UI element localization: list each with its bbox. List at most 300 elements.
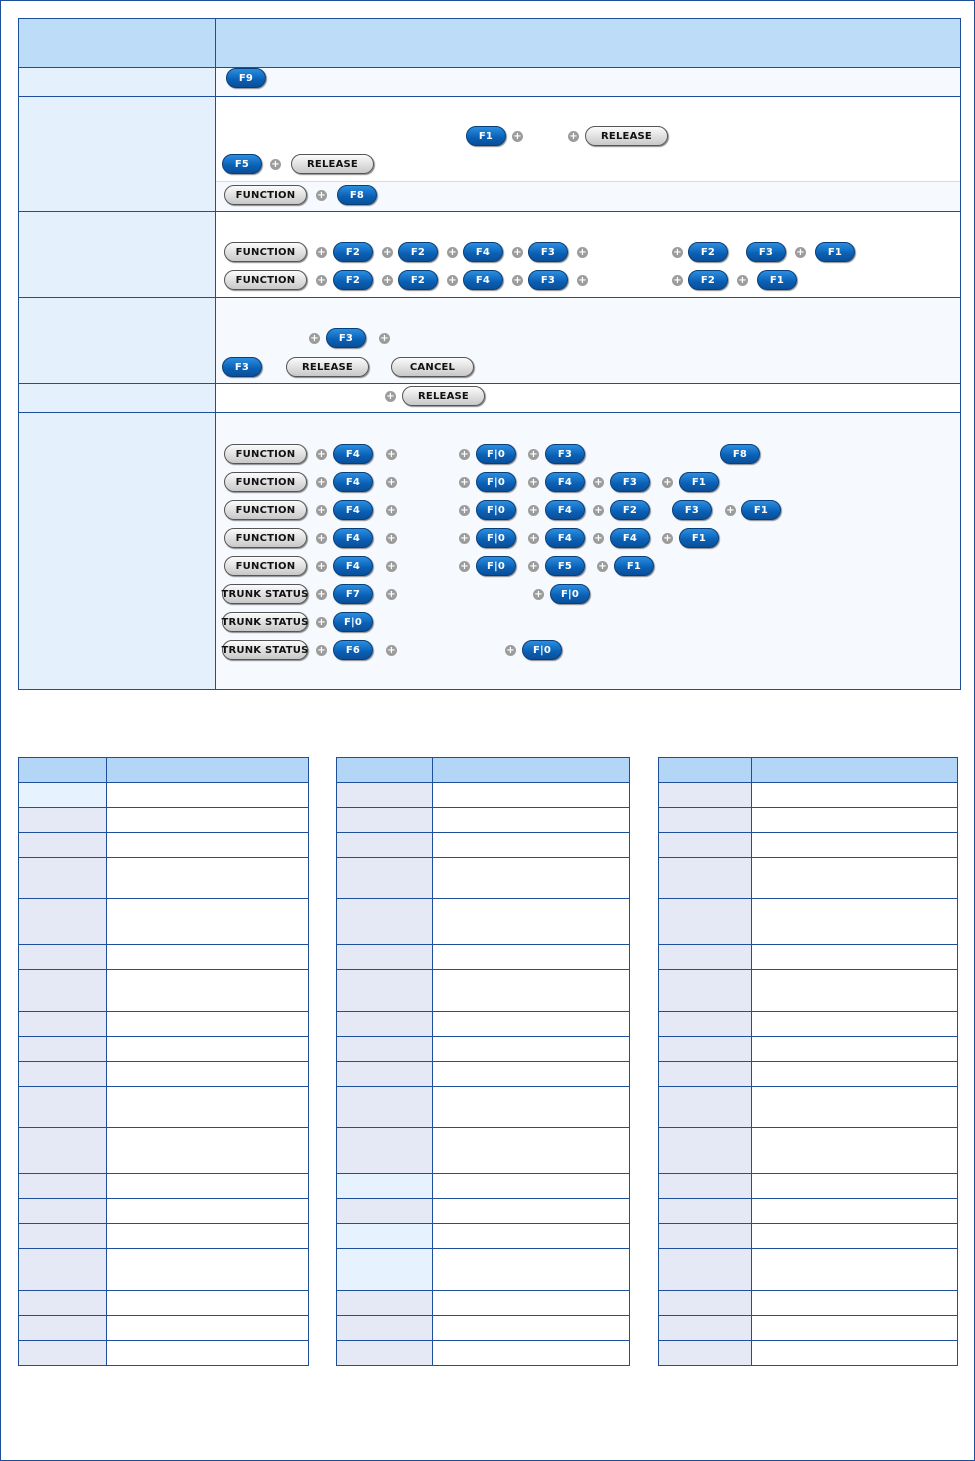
- row-6-content-cell: [216, 413, 960, 690]
- table-row: [659, 1036, 957, 1061]
- table-row: [337, 1248, 629, 1290]
- table-row: [337, 782, 629, 807]
- table-label-cell: [337, 833, 433, 857]
- key-f1: F1: [757, 270, 797, 290]
- table-label-cell: [337, 1224, 433, 1248]
- plus-icon: +: [529, 561, 538, 572]
- key-f2: F2: [688, 270, 728, 290]
- key-release: RELEASE: [585, 126, 668, 146]
- table-value-cell: [433, 1341, 629, 1365]
- key-trunk-status: TRUNK STATUS: [222, 584, 308, 604]
- key-f0: F|0: [476, 444, 516, 464]
- table-label-cell: [659, 1199, 752, 1223]
- plus-icon: +: [317, 589, 326, 600]
- plus-icon: +: [460, 477, 469, 488]
- table-value-cell: [752, 758, 957, 782]
- plus-icon: +: [317, 617, 326, 628]
- key-function: FUNCTION: [224, 270, 307, 290]
- table-label-cell: [659, 1128, 752, 1173]
- plus-icon: +: [387, 589, 396, 600]
- row-1-content-cell: [216, 68, 960, 96]
- sub-row-divider: [216, 181, 960, 182]
- table-value-cell: [433, 1062, 629, 1086]
- row-3-label-cell: [19, 212, 215, 297]
- table-row: [337, 1127, 629, 1173]
- table-value-cell: [752, 945, 957, 969]
- row-5-content-cell: [216, 384, 960, 412]
- table-row: [19, 898, 308, 944]
- key-f9: F9: [226, 68, 266, 88]
- table-label-cell: [659, 758, 752, 782]
- table-label-cell: [19, 1316, 107, 1340]
- table-row: [337, 1290, 629, 1315]
- key-f3: F3: [610, 472, 650, 492]
- plus-icon: +: [317, 645, 326, 656]
- key-cancel: CANCEL: [391, 357, 474, 377]
- key-f5: F5: [222, 154, 262, 174]
- table-row: [659, 1340, 957, 1365]
- table-row: [659, 807, 957, 832]
- table-label-cell: [659, 970, 752, 1011]
- table-row: [337, 1061, 629, 1086]
- key-f0: F|0: [333, 612, 373, 632]
- table-value-cell: [433, 783, 629, 807]
- table-row: [19, 782, 308, 807]
- table-label-cell: [19, 1062, 107, 1086]
- table-label-cell: [337, 1037, 433, 1061]
- table-row: [659, 1248, 957, 1290]
- reference-table-3: [658, 757, 958, 1366]
- plus-icon: +: [529, 477, 538, 488]
- table-value-cell: [752, 1291, 957, 1315]
- plus-icon: +: [387, 645, 396, 656]
- table-label-cell: [659, 833, 752, 857]
- table-row: [19, 1290, 308, 1315]
- table-label-cell: [19, 833, 107, 857]
- row-1-label-cell: [19, 68, 215, 96]
- key-f4: F4: [333, 500, 373, 520]
- table-label-cell: [659, 1291, 752, 1315]
- table-value-cell: [752, 1224, 957, 1248]
- key-f0: F|0: [476, 472, 516, 492]
- table-label-cell: [337, 970, 433, 1011]
- table-row: [19, 832, 308, 857]
- table-label-cell: [337, 858, 433, 898]
- table-label-cell: [659, 783, 752, 807]
- plus-icon: +: [673, 275, 682, 286]
- key-f4: F4: [610, 528, 650, 548]
- table-label-cell: [337, 945, 433, 969]
- table-value-cell: [752, 970, 957, 1011]
- plus-icon: +: [663, 477, 672, 488]
- plus-icon: +: [796, 247, 805, 258]
- plus-icon: +: [387, 561, 396, 572]
- header-content-cell: [216, 19, 960, 67]
- row-2-label-cell: [19, 97, 215, 211]
- key-f4: F4: [545, 528, 585, 548]
- key-f4: F4: [545, 500, 585, 520]
- plus-icon: +: [513, 247, 522, 258]
- table-value-cell: [433, 945, 629, 969]
- table-value-cell: [433, 808, 629, 832]
- table-value-cell: [107, 1087, 308, 1127]
- row-4-label-cell: [19, 298, 215, 383]
- key-f3: F3: [326, 328, 366, 348]
- table-value-cell: [433, 1249, 629, 1290]
- table-label-cell: [659, 1341, 752, 1365]
- key-function: FUNCTION: [224, 242, 307, 262]
- table-value-cell: [107, 899, 308, 944]
- key-f3: F3: [222, 357, 262, 377]
- plus-icon: +: [460, 561, 469, 572]
- table-row: [659, 1198, 957, 1223]
- table-value-cell: [433, 970, 629, 1011]
- row-5-label-cell: [19, 384, 215, 412]
- table-row: [659, 1127, 957, 1173]
- plus-icon: +: [387, 505, 396, 516]
- table-row: [337, 969, 629, 1011]
- plus-icon: +: [387, 477, 396, 488]
- plus-icon: +: [448, 275, 457, 286]
- table-row: [19, 969, 308, 1011]
- key-f0: F|0: [550, 584, 590, 604]
- plus-icon: +: [534, 589, 543, 600]
- table-label-cell: [337, 1087, 433, 1127]
- table-row: [337, 1036, 629, 1061]
- table-value-cell: [433, 833, 629, 857]
- table-value-cell: [752, 899, 957, 944]
- table-row: [19, 1061, 308, 1086]
- table-value-cell: [752, 1128, 957, 1173]
- table-value-cell: [752, 783, 957, 807]
- table-row: [19, 1036, 308, 1061]
- table-label-cell: [659, 1316, 752, 1340]
- key-trunk-status: TRUNK STATUS: [222, 612, 308, 632]
- table-row: [337, 1223, 629, 1248]
- plus-icon: +: [387, 533, 396, 544]
- table-header-row: [659, 758, 957, 782]
- table-value-cell: [433, 1037, 629, 1061]
- table-label-cell: [337, 758, 433, 782]
- key-f2: F2: [398, 242, 438, 262]
- table-value-cell: [752, 1062, 957, 1086]
- key-f7: F7: [333, 584, 373, 604]
- key-f4: F4: [463, 242, 503, 262]
- table-row: [19, 1223, 308, 1248]
- table-value-cell: [107, 1128, 308, 1173]
- table-label-cell: [19, 1012, 107, 1036]
- table-value-cell: [433, 1291, 629, 1315]
- table-value-cell: [107, 858, 308, 898]
- table-value-cell: [107, 1062, 308, 1086]
- table-value-cell: [433, 758, 629, 782]
- table-label-cell: [337, 1249, 433, 1290]
- table-label-cell: [337, 1341, 433, 1365]
- table-value-cell: [107, 1174, 308, 1198]
- table-row: [659, 969, 957, 1011]
- plus-icon: +: [529, 505, 538, 516]
- key-f1: F1: [679, 528, 719, 548]
- row-divider: [19, 96, 960, 97]
- plus-icon: +: [317, 247, 326, 258]
- key-f2: F2: [333, 270, 373, 290]
- table-row: [337, 898, 629, 944]
- row-divider: [19, 67, 960, 68]
- table-header-row: [337, 758, 629, 782]
- table-label-cell: [19, 858, 107, 898]
- plus-icon: +: [460, 449, 469, 460]
- plus-icon: +: [317, 561, 326, 572]
- plus-icon: +: [594, 533, 603, 544]
- table-row: [659, 1290, 957, 1315]
- table-row: [659, 1223, 957, 1248]
- key-release: RELEASE: [402, 386, 485, 406]
- key-f8: F8: [337, 185, 377, 205]
- reference-table-1: [18, 757, 309, 1366]
- key-release: RELEASE: [291, 154, 374, 174]
- table-value-cell: [433, 1174, 629, 1198]
- table-row: [659, 782, 957, 807]
- plus-icon: +: [460, 533, 469, 544]
- table-label-cell: [337, 783, 433, 807]
- table-label-cell: [19, 1224, 107, 1248]
- key-f4: F4: [333, 528, 373, 548]
- row-6-label-cell: [19, 413, 215, 690]
- plus-icon: +: [663, 533, 672, 544]
- key-f6: F6: [333, 640, 373, 660]
- table-label-cell: [19, 1291, 107, 1315]
- reference-table-2: [336, 757, 630, 1366]
- table-label-cell: [337, 1012, 433, 1036]
- table-value-cell: [107, 1199, 308, 1223]
- key-f5: F5: [545, 556, 585, 576]
- table-label-cell: [19, 899, 107, 944]
- plus-icon: +: [271, 159, 280, 170]
- plus-icon: +: [380, 333, 389, 344]
- key-function: FUNCTION: [224, 528, 307, 548]
- plus-icon: +: [738, 275, 747, 286]
- key-f3: F3: [746, 242, 786, 262]
- table-row: [659, 1173, 957, 1198]
- table-row: [19, 1086, 308, 1127]
- table-row: [337, 1315, 629, 1340]
- table-row: [659, 1061, 957, 1086]
- key-f2: F2: [398, 270, 438, 290]
- table-row: [337, 944, 629, 969]
- table-label-cell: [659, 858, 752, 898]
- table-value-cell: [107, 758, 308, 782]
- row-divider: [19, 383, 960, 384]
- table-row: [19, 807, 308, 832]
- table-label-cell: [337, 1316, 433, 1340]
- table-label-cell: [659, 1087, 752, 1127]
- table-label-cell: [659, 1062, 752, 1086]
- table-value-cell: [107, 1341, 308, 1365]
- table-value-cell: [107, 1249, 308, 1290]
- key-f3: F3: [528, 242, 568, 262]
- plus-icon: +: [310, 333, 319, 344]
- table-row: [337, 1173, 629, 1198]
- table-label-cell: [337, 1128, 433, 1173]
- table-label-cell: [19, 1037, 107, 1061]
- key-f4: F4: [333, 472, 373, 492]
- key-f4: F4: [545, 472, 585, 492]
- table-row: [337, 1011, 629, 1036]
- plus-icon: +: [383, 275, 392, 286]
- column-divider: [215, 19, 216, 689]
- plus-icon: +: [317, 449, 326, 460]
- table-label-cell: [19, 808, 107, 832]
- key-f4: F4: [463, 270, 503, 290]
- plus-icon: +: [529, 449, 538, 460]
- plus-icon: +: [578, 247, 587, 258]
- table-value-cell: [107, 1224, 308, 1248]
- table-label-cell: [19, 945, 107, 969]
- key-function: FUNCTION: [224, 556, 307, 576]
- header-label-cell: [19, 19, 215, 67]
- table-value-cell: [433, 1316, 629, 1340]
- plus-icon: +: [387, 449, 396, 460]
- table-value-cell: [433, 1012, 629, 1036]
- key-f3: F3: [528, 270, 568, 290]
- table-value-cell: [107, 1291, 308, 1315]
- table-label-cell: [337, 1062, 433, 1086]
- key-f4: F4: [333, 556, 373, 576]
- table-value-cell: [433, 1199, 629, 1223]
- plus-icon: +: [598, 561, 607, 572]
- plus-icon: +: [726, 505, 735, 516]
- key-f0: F|0: [522, 640, 562, 660]
- plus-icon: +: [448, 247, 457, 258]
- table-value-cell: [107, 808, 308, 832]
- table-label-cell: [659, 1249, 752, 1290]
- key-function: FUNCTION: [224, 185, 307, 205]
- table-label-cell: [19, 1128, 107, 1173]
- key-f0: F|0: [476, 528, 516, 548]
- table-row: [337, 1198, 629, 1223]
- table-label-cell: [659, 1012, 752, 1036]
- table-value-cell: [433, 1087, 629, 1127]
- table-label-cell: [659, 1037, 752, 1061]
- plus-icon: +: [594, 505, 603, 516]
- table-row: [659, 1315, 957, 1340]
- key-f3: F3: [672, 500, 712, 520]
- plus-icon: +: [317, 477, 326, 488]
- plus-icon: +: [673, 247, 682, 258]
- table-label-cell: [19, 783, 107, 807]
- table-row: [659, 832, 957, 857]
- table-value-cell: [752, 1037, 957, 1061]
- table-row: [337, 1086, 629, 1127]
- plus-icon: +: [513, 275, 522, 286]
- table-row: [337, 857, 629, 898]
- key-sequence-table: [18, 18, 961, 690]
- table-value-cell: [107, 1316, 308, 1340]
- key-f4: F4: [333, 444, 373, 464]
- plus-icon: +: [383, 247, 392, 258]
- table-label-cell: [659, 1224, 752, 1248]
- row-divider: [19, 297, 960, 298]
- key-f1: F1: [466, 126, 506, 146]
- table-row: [19, 1315, 308, 1340]
- key-f1: F1: [614, 556, 654, 576]
- key-f8: F8: [720, 444, 760, 464]
- key-function: FUNCTION: [224, 472, 307, 492]
- table-label-cell: [337, 1291, 433, 1315]
- table-value-cell: [107, 945, 308, 969]
- table-label-cell: [19, 1087, 107, 1127]
- plus-icon: +: [386, 391, 395, 402]
- plus-icon: +: [506, 645, 515, 656]
- key-function: FUNCTION: [224, 444, 307, 464]
- table-label-cell: [337, 1199, 433, 1223]
- table-value-cell: [433, 1224, 629, 1248]
- table-value-cell: [752, 808, 957, 832]
- table-value-cell: [433, 1128, 629, 1173]
- table-value-cell: [107, 1012, 308, 1036]
- table-row: [19, 944, 308, 969]
- row-2-sub-cell: [216, 182, 960, 211]
- table-value-cell: [433, 899, 629, 944]
- table-label-cell: [659, 945, 752, 969]
- table-label-cell: [659, 899, 752, 944]
- row-divider: [19, 211, 960, 212]
- table-row: [19, 1248, 308, 1290]
- key-f3: F3: [545, 444, 585, 464]
- table-row: [337, 807, 629, 832]
- key-function: FUNCTION: [224, 500, 307, 520]
- table-row: [659, 898, 957, 944]
- table-row: [659, 944, 957, 969]
- table-value-cell: [107, 970, 308, 1011]
- table-label-cell: [337, 1174, 433, 1198]
- key-f1: F1: [741, 500, 781, 520]
- table-label-cell: [337, 899, 433, 944]
- table-label-cell: [19, 1174, 107, 1198]
- table-label-cell: [19, 1341, 107, 1365]
- key-f1: F1: [679, 472, 719, 492]
- table-label-cell: [19, 970, 107, 1011]
- plus-icon: +: [578, 275, 587, 286]
- key-f0: F|0: [476, 556, 516, 576]
- key-f0: F|0: [476, 500, 516, 520]
- table-row: [19, 1173, 308, 1198]
- key-f1: F1: [815, 242, 855, 262]
- key-f2: F2: [688, 242, 728, 262]
- row-divider: [19, 412, 960, 413]
- table-value-cell: [752, 1316, 957, 1340]
- key-f2: F2: [610, 500, 650, 520]
- table-label-cell: [19, 758, 107, 782]
- table-label-cell: [659, 808, 752, 832]
- table-value-cell: [752, 858, 957, 898]
- table-row: [659, 857, 957, 898]
- table-label-cell: [19, 1249, 107, 1290]
- table-value-cell: [752, 1087, 957, 1127]
- table-label-cell: [659, 1174, 752, 1198]
- table-value-cell: [752, 1012, 957, 1036]
- table-value-cell: [752, 1174, 957, 1198]
- table-value-cell: [107, 833, 308, 857]
- table-row: [659, 1086, 957, 1127]
- table-value-cell: [752, 1249, 957, 1290]
- table-row: [337, 832, 629, 857]
- plus-icon: +: [529, 533, 538, 544]
- table-value-cell: [107, 1037, 308, 1061]
- table-row: [659, 1011, 957, 1036]
- plus-icon: +: [317, 190, 326, 201]
- table-label-cell: [19, 1199, 107, 1223]
